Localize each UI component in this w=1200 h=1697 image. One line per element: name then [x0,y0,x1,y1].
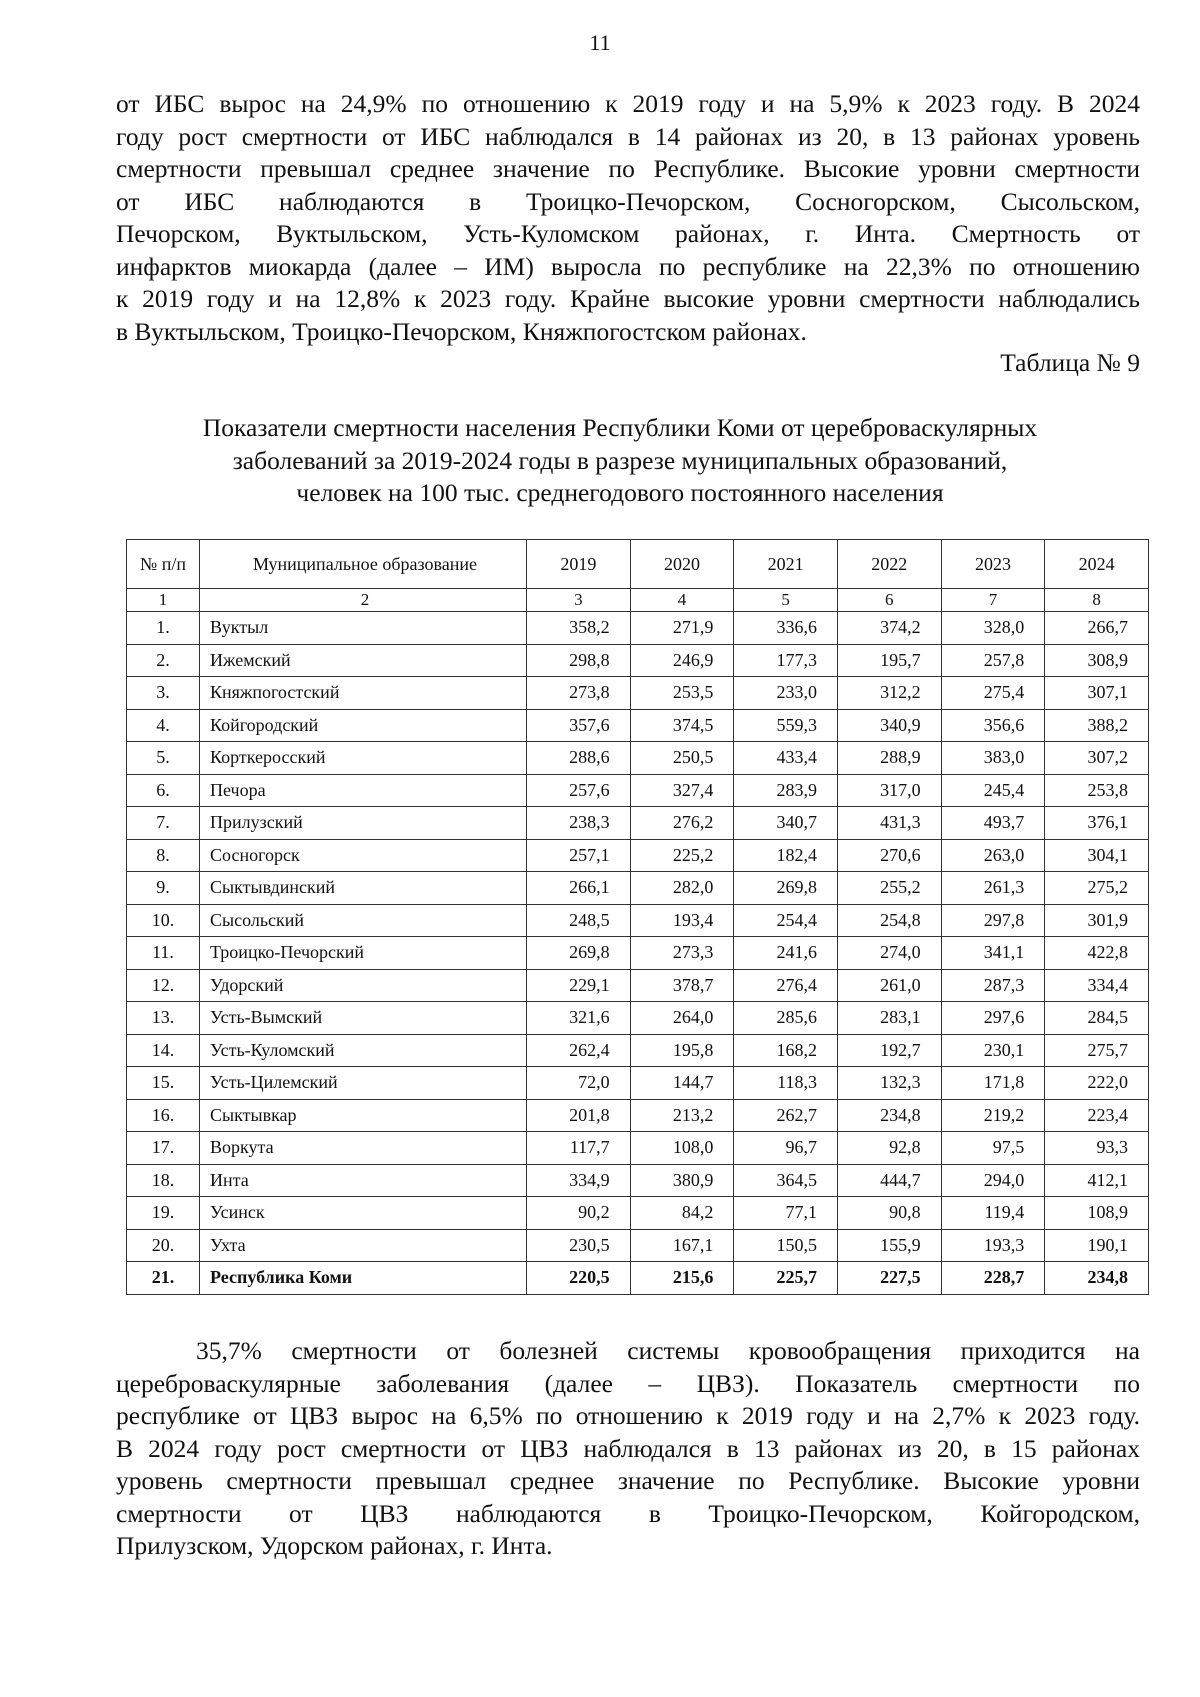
row-number: 3. [127,677,200,710]
value-cell: 376,1 [1045,807,1149,840]
text-line: от ИБС вырос на 24,9% по отношению к 2019 году и на 5,9% к 2023 году. В 2024 [116,89,1140,118]
col-index: 7 [941,589,1045,612]
value-cell: 250,5 [630,742,734,775]
value-cell: 257,8 [941,644,1045,677]
value-cell: 234,8 [837,1099,941,1132]
table-caption [0,412,1200,510]
value-cell: 301,9 [1045,904,1149,937]
municipality-name: Сосногорск [200,839,527,872]
col-index: 1 [127,589,200,612]
value-cell: 340,7 [734,807,838,840]
value-cell: 275,4 [941,677,1045,710]
value-cell: 229,1 [527,969,631,1002]
municipality-name: Печора [200,774,527,807]
row-number: 12. [127,969,200,1002]
value-cell: 222,0 [1045,1067,1149,1100]
municipality-name: Корткеросский [200,742,527,775]
value-cell: 378,7 [630,969,734,1002]
value-cell: 257,1 [527,839,631,872]
col-header-year: 2019 [527,540,631,589]
value-cell: 307,1 [1045,677,1149,710]
col-header-year: 2021 [734,540,838,589]
table-row [127,644,1149,677]
value-cell: 182,4 [734,839,838,872]
value-cell: 304,1 [1045,839,1149,872]
text-line: цереброваскулярные заболевания (далее – ЦВЗ). Показатель смертности по [116,1368,1140,1398]
value-cell: 276,2 [630,807,734,840]
row-number: 20. [127,1229,200,1262]
value-cell: 308,9 [1045,644,1149,677]
value-cell: 334,4 [1045,969,1149,1002]
value-cell: 97,5 [941,1132,1045,1165]
value-cell: 215,6 [630,1262,734,1295]
value-cell: 336,6 [734,612,838,645]
value-cell: 298,8 [527,644,631,677]
value-cell: 273,8 [527,677,631,710]
value-cell: 254,4 [734,904,838,937]
value-cell: 155,9 [837,1229,941,1262]
row-number: 14. [127,1034,200,1067]
row-number: 11. [127,937,200,970]
caption-line: человек на 100 тыс. среднегодового постоянного населения [296,478,944,507]
value-cell: 246,9 [630,644,734,677]
value-cell: 307,2 [1045,742,1149,775]
value-cell: 192,7 [837,1034,941,1067]
value-cell: 262,7 [734,1099,838,1132]
row-number: 13. [127,1002,200,1035]
table-row [127,1262,1149,1295]
value-cell: 276,4 [734,969,838,1002]
value-cell: 412,1 [1045,1164,1149,1197]
table-row [127,1164,1149,1197]
value-cell: 253,5 [630,677,734,710]
table-row [127,1132,1149,1165]
value-cell: 374,2 [837,612,941,645]
value-cell: 253,8 [1045,774,1149,807]
value-cell: 96,7 [734,1132,838,1165]
value-cell: 288,6 [527,742,631,775]
row-number: 7. [127,807,200,840]
row-number: 21. [127,1262,200,1295]
value-cell: 341,1 [941,937,1045,970]
value-cell: 284,5 [1045,1002,1149,1035]
value-cell: 230,5 [527,1229,631,1262]
row-number: 10. [127,904,200,937]
value-cell: 230,1 [941,1034,1045,1067]
value-cell: 357,6 [527,709,631,742]
municipality-name: Ухта [200,1229,527,1262]
municipality-name: Княжпогостский [200,677,527,710]
value-cell: 283,9 [734,774,838,807]
value-cell: 283,1 [837,1002,941,1035]
value-cell: 195,8 [630,1034,734,1067]
value-cell: 90,2 [527,1197,631,1230]
col-index: 6 [837,589,941,612]
col-header-year: 2022 [837,540,941,589]
value-cell: 269,8 [527,937,631,970]
value-cell: 84,2 [630,1197,734,1230]
table-row [127,1229,1149,1262]
value-cell: 171,8 [941,1067,1045,1100]
table-row [127,969,1149,1002]
value-cell: 493,7 [941,807,1045,840]
col-header-no: № п/п [127,540,200,589]
text-line: Прилузском, Удорском районах, г. Инта. [116,1531,553,1560]
table-body [127,612,1149,1295]
value-cell: 219,2 [941,1099,1045,1132]
col-index: 3 [527,589,631,612]
value-cell: 108,9 [1045,1197,1149,1230]
municipality-name: Инта [200,1164,527,1197]
municipality-name: Воркута [200,1132,527,1165]
value-cell: 559,3 [734,709,838,742]
municipality-name: Удорский [200,969,527,1002]
table-row [127,904,1149,937]
municipality-name: Республика Коми [200,1262,527,1295]
value-cell: 285,6 [734,1002,838,1035]
municipality-name: Усть-Куломский [200,1034,527,1067]
row-number: 2. [127,644,200,677]
column-index-row [127,589,1149,612]
col-header-municipality: Муниципальное образование [200,540,527,589]
value-cell: 263,0 [941,839,1045,872]
table-row [127,937,1149,970]
text-line: от ИБС наблюдаются в Троицко-Печорском, Сосногорском, Сысольском, [116,186,1140,216]
value-cell: 132,3 [837,1067,941,1100]
value-cell: 312,2 [837,677,941,710]
value-cell: 233,0 [734,677,838,710]
value-cell: 193,3 [941,1229,1045,1262]
value-cell: 220,5 [527,1262,631,1295]
table-row [127,1197,1149,1230]
value-cell: 271,9 [630,612,734,645]
value-cell: 297,8 [941,904,1045,937]
value-cell: 167,1 [630,1229,734,1262]
municipality-name: Ижемский [200,644,527,677]
value-cell: 213,2 [630,1099,734,1132]
value-cell: 383,0 [941,742,1045,775]
row-number: 16. [127,1099,200,1132]
col-index: 4 [630,589,734,612]
value-cell: 266,1 [527,872,631,905]
value-cell: 77,1 [734,1197,838,1230]
value-cell: 193,4 [630,904,734,937]
table-row [127,839,1149,872]
value-cell: 255,2 [837,872,941,905]
value-cell: 431,3 [837,807,941,840]
value-cell: 261,0 [837,969,941,1002]
table-row [127,709,1149,742]
table-header-row [127,540,1149,589]
value-cell: 388,2 [1045,709,1149,742]
value-cell: 248,5 [527,904,631,937]
text-line: уровень смертности превышал среднее значение по Республике. Высокие уровни [116,1466,1140,1495]
municipality-name: Койгородский [200,709,527,742]
municipality-name: Сыктывкар [200,1099,527,1132]
row-number: 8. [127,839,200,872]
value-cell: 433,4 [734,742,838,775]
municipality-name: Усть-Вымский [200,1002,527,1035]
value-cell: 93,3 [1045,1132,1149,1165]
table-row [127,1099,1149,1132]
value-cell: 257,6 [527,774,631,807]
text-line: смертности от ЦВЗ наблюдаются в Троицко-Печорском, Койгородском, [116,1498,1140,1528]
paragraph-cvd [116,1335,1140,1563]
value-cell: 321,6 [527,1002,631,1035]
value-cell: 380,9 [630,1164,734,1197]
value-cell: 225,7 [734,1262,838,1295]
page-number: 11 [589,30,611,55]
row-number: 1. [127,612,200,645]
value-cell: 72,0 [527,1067,631,1100]
value-cell: 282,0 [630,872,734,905]
value-cell: 273,3 [630,937,734,970]
value-cell: 364,5 [734,1164,838,1197]
col-header-year: 2024 [1045,540,1149,589]
municipality-name: Вуктыл [200,612,527,645]
table-row [127,872,1149,905]
value-cell: 297,6 [941,1002,1045,1035]
table-row [127,807,1149,840]
value-cell: 168,2 [734,1034,838,1067]
text-line: году рост смертности от ИБС наблюдался в 14 районах из 20, в 13 районах уровень [116,121,1140,151]
caption-line: Показатели смертности населения Республики Коми от цереброваскулярных [202,413,1038,442]
value-cell: 108,0 [630,1132,734,1165]
col-header-year: 2023 [941,540,1045,589]
municipality-name: Усть-Цилемский [200,1067,527,1100]
row-number: 15. [127,1067,200,1100]
municipality-name: Сысольский [200,904,527,937]
value-cell: 327,4 [630,774,734,807]
value-cell: 261,3 [941,872,1045,905]
value-cell: 270,6 [837,839,941,872]
value-cell: 422,8 [1045,937,1149,970]
col-header-year: 2020 [630,540,734,589]
text-line: к 2019 году и на 12,8% к 2023 году. Крайне высокие уровни смертности наблюдались [116,284,1140,313]
table-row [127,1002,1149,1035]
table-row [127,774,1149,807]
value-cell: 190,1 [1045,1229,1149,1262]
value-cell: 225,2 [630,839,734,872]
text-line: 35,7% смертности от болезней системы кровообращения приходится на [196,1336,1140,1365]
value-cell: 118,3 [734,1067,838,1100]
text-line: инфарктов миокарда (далее – ИМ) выросла по республике на 22,3% по отношению [116,251,1140,281]
value-cell: 201,8 [527,1099,631,1132]
table-row [127,677,1149,710]
value-cell: 288,9 [837,742,941,775]
municipality-name: Сыктывдинский [200,872,527,905]
value-cell: 195,7 [837,644,941,677]
value-cell: 92,8 [837,1132,941,1165]
value-cell: 328,0 [941,612,1045,645]
value-cell: 287,3 [941,969,1045,1002]
value-cell: 264,0 [630,1002,734,1035]
table-row [127,1067,1149,1100]
value-cell: 117,7 [527,1132,631,1165]
col-index: 5 [734,589,838,612]
value-cell: 266,7 [1045,612,1149,645]
text-line: Печорском, Вуктыльском, Усть-Куломском районах, г. Инта. Смертность от [116,219,1140,248]
value-cell: 254,8 [837,904,941,937]
value-cell: 340,9 [837,709,941,742]
row-number: 5. [127,742,200,775]
value-cell: 238,3 [527,807,631,840]
value-cell: 227,5 [837,1262,941,1295]
row-number: 17. [127,1132,200,1165]
value-cell: 374,5 [630,709,734,742]
row-number: 18. [127,1164,200,1197]
municipality-name: Прилузский [200,807,527,840]
row-number: 19. [127,1197,200,1230]
value-cell: 90,8 [837,1197,941,1230]
table-row [127,1034,1149,1067]
value-cell: 228,7 [941,1262,1045,1295]
row-number: 9. [127,872,200,905]
caption-line: заболеваний за 2019-2024 годы в разрезе муниципальных образований, [232,445,1008,475]
table-row [127,742,1149,775]
col-index: 8 [1045,589,1149,612]
value-cell: 150,5 [734,1229,838,1262]
value-cell: 234,8 [1045,1262,1149,1295]
value-cell: 317,0 [837,774,941,807]
value-cell: 275,7 [1045,1034,1149,1067]
value-cell: 241,6 [734,937,838,970]
municipality-name: Усинск [200,1197,527,1230]
value-cell: 444,7 [837,1164,941,1197]
paragraph-ibs [116,88,1140,348]
value-cell: 269,8 [734,872,838,905]
table-row [127,612,1149,645]
value-cell: 144,7 [630,1067,734,1100]
value-cell: 274,0 [837,937,941,970]
value-cell: 356,6 [941,709,1045,742]
text-line: смертности превышал среднее значение по Республике. Высокие уровни смертности [116,154,1140,183]
text-line: республике от ЦВЗ вырос на 6,5% по отношению к 2019 году и на 2,7% к 2023 году. [116,1401,1140,1430]
value-cell: 358,2 [527,612,631,645]
value-cell: 177,3 [734,644,838,677]
table-label: Таблица № 9 [1000,348,1140,377]
mortality-table [126,539,1149,1295]
col-index: 2 [200,589,527,612]
row-number: 4. [127,709,200,742]
municipality-name: Троицко-Печорский [200,937,527,970]
value-cell: 245,4 [941,774,1045,807]
value-cell: 334,9 [527,1164,631,1197]
text-line: В 2024 году рост смертности от ЦВЗ наблюдался в 13 районах из 20, в 15 районах [116,1433,1140,1463]
row-number: 6. [127,774,200,807]
text-line: в Вуктыльском, Троицко-Печорском, Княжпогостском районах. [116,316,807,346]
value-cell: 119,4 [941,1197,1045,1230]
value-cell: 294,0 [941,1164,1045,1197]
value-cell: 275,2 [1045,872,1149,905]
value-cell: 262,4 [527,1034,631,1067]
value-cell: 223,4 [1045,1099,1149,1132]
